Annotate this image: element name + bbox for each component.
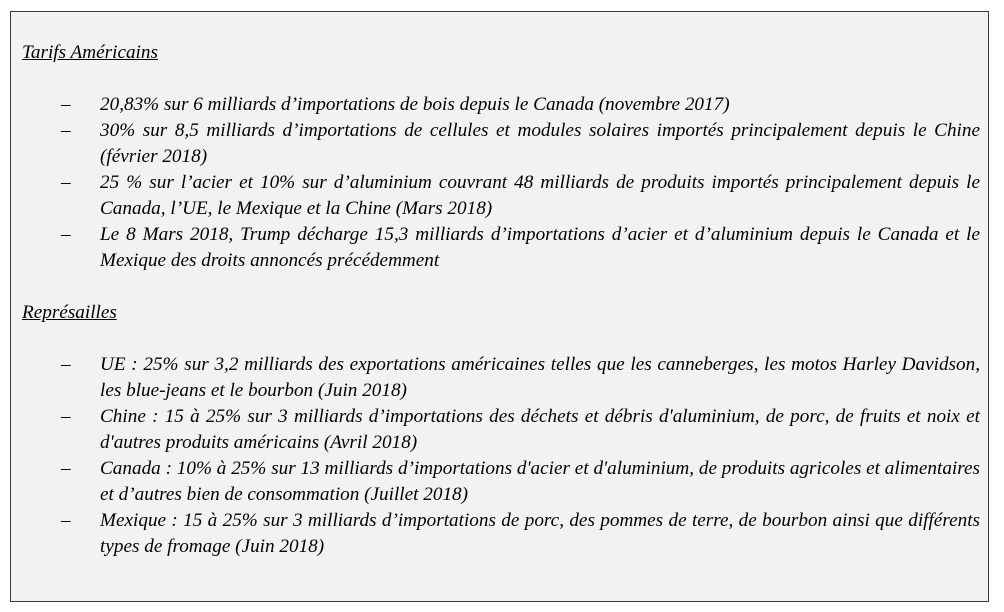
represailles-list — [22, 352, 980, 560]
text-box — [10, 11, 989, 602]
dash-bullet: – — [61, 224, 71, 245]
dash-bullet: – — [61, 172, 71, 193]
dash-bullet: – — [61, 510, 71, 531]
list-item-text: Canada : 10% à 25% sur 13 milliards d’importations d'acier et d'aluminium, de produits agricoles et alimentaires et d’autres bien de consommation (Juillet 2018) — [100, 458, 980, 505]
list-item-text: UE : 25% sur 3,2 milliards des exportations américaines telles que les canneberges, les motos Harley Davidson, les blue-jeans et le bourbon (Juin 2018) — [100, 354, 980, 401]
list-item — [22, 170, 980, 222]
list-item — [22, 456, 980, 508]
list-item — [22, 404, 980, 456]
document-content — [22, 40, 980, 560]
tarifs-list — [22, 92, 980, 274]
section-heading-represailles: Représailles — [22, 302, 117, 323]
dash-bullet: – — [61, 94, 71, 115]
dash-bullet: – — [61, 406, 71, 427]
list-item-text: Chine : 15 à 25% sur 3 milliards d’importations des déchets et débris d'aluminium, de porc, de fruits et noix et d'autres produits américains (Avril 2018) — [100, 406, 980, 453]
dash-bullet: – — [61, 458, 71, 479]
list-item — [22, 352, 980, 404]
list-item — [22, 508, 980, 560]
list-item — [22, 92, 980, 118]
blank-line — [22, 66, 980, 92]
list-item — [22, 222, 980, 274]
list-item-text: 25 % sur l’acier et 10% sur d’aluminium couvrant 48 milliards de produits importés principalement depuis le Canada, l’UE, le Mexique et la Chine (Mars 2018) — [100, 172, 980, 219]
list-item — [22, 118, 980, 170]
dash-bullet: – — [61, 354, 71, 375]
blank-line — [22, 326, 980, 352]
dash-bullet: – — [61, 120, 71, 141]
blank-line — [22, 274, 980, 300]
list-item-text: Mexique : 15 à 25% sur 3 milliards d’importations de porc, des pommes de terre, de bourbon ainsi que différents types de fromage (Juin 2018) — [100, 510, 980, 557]
list-item-text: 30% sur 8,5 milliards d’importations de cellules et modules solaires importés principalement depuis le Chine (février 2018) — [100, 120, 980, 167]
section-heading-tarifs: Tarifs Américains — [22, 42, 158, 63]
list-item-text: 20,83% sur 6 milliards d’importations de bois depuis le Canada (novembre 2017) — [100, 94, 730, 115]
list-item-text: Le 8 Mars 2018, Trump décharge 15,3 milliards d’importations d’acier et d’aluminium depuis le Canada et le Mexique des droits annoncés précédemment — [100, 224, 980, 271]
